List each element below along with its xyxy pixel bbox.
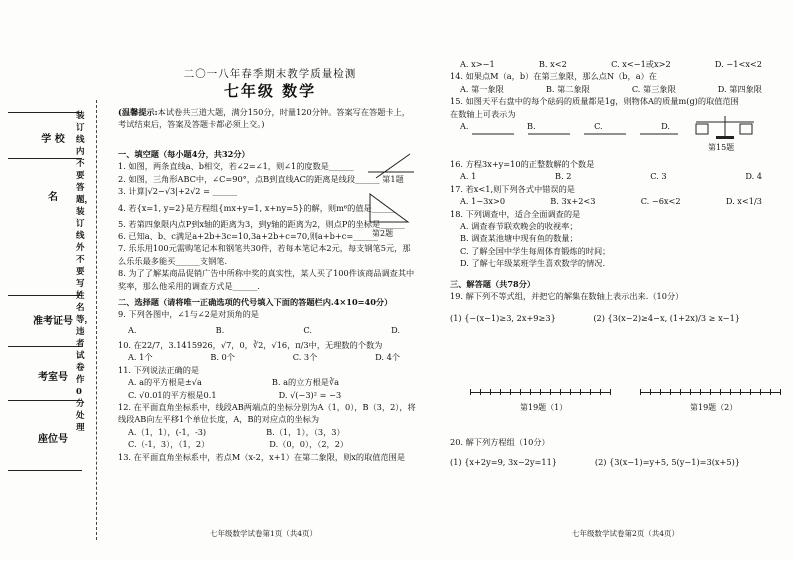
option-b: B.	[526, 121, 536, 132]
question-19: 19. 解下列不等式组，并把它的解集在数轴上表示出来.（10分）	[450, 291, 684, 302]
option-a: A.（1，1），(-1，-3)	[128, 426, 207, 437]
question-2: 2. 如图，三角形ABC中，∠C=90°，点B到直线AC的距离是线段______ 第1题	[118, 173, 404, 184]
question-14-options	[450, 83, 780, 95]
question-18-option-d: D. 了解七年级某班学生喜欢数学的情况.	[460, 258, 606, 269]
number-line-tick	[530, 389, 531, 395]
tip-text: 本试卷共三道大题，满分150分，时量120分钟。答案写在答题卡上，考试结束后，答案及答题卡都必须上交。)	[118, 107, 410, 129]
right-column	[450, 58, 780, 333]
option-c: C.	[594, 121, 603, 132]
option-c: C. −6x<2	[640, 196, 681, 207]
option-a: A. 第一象限	[460, 83, 504, 94]
option-d: D. √(−3)² = −3	[278, 389, 342, 400]
number-line-tick	[610, 389, 611, 395]
question-8: 8. 为了了解某商品促销广告中所称中奖的真实性，某人买了100件该商品调查其中奖率，那么他采用的调查方式是______.	[118, 268, 415, 291]
question-10-options	[118, 351, 418, 363]
number-line-tick	[560, 389, 561, 395]
option-b: B. a的立方根是∛a	[271, 377, 340, 388]
number-line-tick	[550, 389, 551, 395]
option-a: A. 1个	[128, 352, 153, 363]
option-b: B.	[215, 324, 225, 335]
option-c: C.（-1，3），（1，2）	[128, 439, 210, 450]
question-7: 7. 乐乐用100元需购笔记本和钢笔共30件，若每本笔记本2元，每支钢笔5元，那么乐乐最多能买______支钢笔.	[118, 243, 411, 266]
divider	[8, 400, 82, 401]
question-11: 11. 下列说法正确的是	[118, 364, 200, 375]
page-1-footer: 七年级数学试卷第1页（共4页）	[210, 529, 318, 538]
option-d: D. −1<x<2	[714, 59, 762, 69]
figure-1-lines	[366, 150, 416, 180]
number-line-tick	[730, 389, 731, 395]
option-d: D.（0，0），（2，2）	[269, 439, 349, 450]
number-line-tick	[470, 389, 471, 395]
section-choice: 二、选择题（请将唯一正确选项的代号填入下面的答题栏内.4×10=40分）	[118, 297, 393, 308]
option-a: A. a的平方根是±√a	[128, 377, 202, 388]
question-20-part-2: (2) {3(x−1)=y+5, 5(y−1)=3(x+5)}	[594, 457, 740, 468]
question-20-block	[450, 436, 780, 476]
option-d: D. 第四象限	[717, 83, 762, 94]
divider	[8, 470, 82, 471]
option-b: B. 0个	[210, 352, 235, 363]
question-16-options	[450, 170, 780, 182]
number-line-tick	[720, 389, 721, 395]
option-b: B. 第二象限	[545, 83, 590, 94]
number-line-tick	[600, 389, 601, 395]
option-d: D.	[661, 121, 670, 132]
option-a: A. x>−1	[460, 59, 495, 69]
question-19-part-2: (2) {3(x−2)≥4−x, (1+2x)/3 ≥ x−1}	[593, 312, 740, 323]
tip-label: (温馨提示:	[118, 107, 158, 117]
question-13-options	[450, 58, 780, 70]
question-12: 12. 在平面直角坐标系中，线段AB两端点的坐标分别为A（1，0），B（3，2），将线段AB向左平移1个单位长度，A，B的对应点的坐标为	[118, 401, 416, 425]
number-line-tick	[500, 389, 501, 395]
exam-title: 二〇一八年春季期末教学质量检测	[183, 68, 357, 80]
number-line-19-2	[640, 380, 780, 393]
number-line-tick	[740, 389, 741, 395]
question-3: 3. 计算|√2−√3|+2√2 = ______	[118, 186, 238, 197]
question-18-option-a: A. 调查春节联欢晚会的收视率；	[460, 221, 578, 232]
number-line-tick	[750, 389, 751, 395]
question-19-parts	[450, 303, 780, 333]
number-line-tick	[570, 389, 571, 395]
number-line-tick	[580, 389, 581, 395]
divider	[8, 158, 82, 159]
q15-number-lines	[470, 122, 680, 144]
question-18-option-c: C. 了解全国中学生每周体育锻炼的时间；	[460, 245, 611, 256]
school-label: 学 校	[41, 134, 65, 145]
divider	[8, 112, 82, 113]
divider	[8, 295, 82, 296]
question-12-options-cd	[118, 438, 418, 450]
question-12-options-ab	[118, 426, 418, 438]
question-19-part-1: (1) {−(x−1)≥3, 2x+9≥3}	[450, 312, 556, 323]
tip-box	[118, 106, 418, 130]
divider	[8, 346, 82, 347]
question-15: 15. 如图天平右盘中的每个砝码的质量都是1g，则物体A的质量m(g)的取值范围在数轴上可表示为	[450, 96, 739, 119]
figure-2-caption: 第2题	[372, 229, 394, 238]
question-11-options-cd	[118, 389, 418, 401]
question-9: 9. 下列各图中，∠1与∠2是对顶角的是	[118, 309, 259, 320]
number-line-tick	[650, 389, 651, 395]
question-5: 5. 若第四象限内点P到x轴的距离为3，到y轴的距离为2，则点P的坐标是______	[118, 218, 405, 229]
question-17-options	[450, 195, 780, 207]
figure-19-2-caption: 第19题（2）	[690, 403, 738, 412]
exam-subject: 七年级 数学	[223, 82, 317, 100]
option-a: A. 1	[460, 171, 477, 182]
option-c: C.	[303, 324, 312, 335]
question-4: 4. 若{x=1, y=2}是方程组{mx+y=1, x+ny=5}的解，则m⁶的值是______	[118, 202, 397, 213]
question-18: 18. 下列调查中，适合全面调查的是	[450, 208, 581, 219]
option-c: C. 3	[650, 171, 667, 182]
number-line-tick	[760, 389, 761, 395]
option-a: A.	[460, 121, 469, 132]
binding-strip	[0, 0, 100, 561]
figure-15-caption: 第15题	[708, 143, 735, 152]
option-d: D. 4	[745, 171, 762, 182]
binding-line	[96, 100, 97, 540]
question-9-options	[118, 321, 418, 339]
number-line-tick	[640, 389, 641, 395]
section-solve: 三、解答题（共78分）	[450, 278, 536, 289]
number-line-tick	[770, 389, 771, 395]
number-line-tick	[480, 389, 481, 395]
number-line-tick	[660, 389, 661, 395]
number-line-tick	[700, 389, 701, 395]
binding-warning: 装订线内不要答题，装订线外不要写姓名等，违者试卷作0分处理	[76, 111, 94, 433]
number-line-tick	[490, 389, 491, 395]
option-c: C. 第三象限	[631, 83, 676, 94]
number-line-tick	[710, 389, 711, 395]
number-line-tick	[520, 389, 521, 395]
question-10: 10. 在22/7，3.1415926，√7，0，∛2，√16，π/3中，无理数的个数为	[118, 339, 383, 350]
option-c: C. x<−1或x>2	[611, 59, 671, 69]
question-6: 6. 已知a、b、c满足a+2b+3c=10,3a+2b+c=70,则a+b+c=______	[118, 231, 378, 242]
option-b: B. 2	[555, 171, 572, 182]
question-20-part-1: (1) {x+2y=9, 3x−2y=11}	[450, 457, 558, 468]
question-16: 16. 方程3x+y=10的正整数解的个数是	[450, 159, 595, 170]
section-fill-blank: 一、填空题（每小题4分，共32分）	[118, 149, 250, 159]
number-line-tick	[780, 389, 781, 395]
number-line-tick	[510, 389, 511, 395]
option-b: B. 3x+2<3	[550, 196, 596, 207]
exam-id-label: 准考证号	[33, 316, 73, 327]
question-11-options-ab	[118, 376, 418, 388]
question-20: 20. 解下列方程组（10分）	[450, 437, 550, 447]
option-d: D. 4个	[375, 352, 400, 363]
figure-15-balance	[690, 112, 760, 140]
option-b: B.（1，1），（3，3）	[266, 426, 345, 437]
question-17: 17. 若x<1,则下列各式中错误的是	[450, 183, 575, 194]
question-18-option-b: B. 调查某池塘中现有鱼的数量；	[460, 233, 578, 244]
number-line-19-1	[470, 380, 610, 393]
number-line-tick	[690, 389, 691, 395]
figure-19-1-caption: 第19题（1）	[520, 403, 568, 412]
figure-2-triangle	[362, 190, 412, 228]
number-line-tick	[540, 389, 541, 395]
option-d: D. x<1/3	[725, 196, 762, 207]
option-d: D.	[391, 324, 400, 335]
number-line-tick	[670, 389, 671, 395]
option-a: A. 1−3x>0	[460, 196, 506, 207]
option-b: B. x<2	[538, 59, 567, 69]
question-1: 1. 如图，两条直线a、b相交，若∠2=∠1，则∠1的度数是______	[118, 161, 354, 172]
question-20-parts	[450, 448, 780, 476]
question-13: 13. 在平面直角坐标系中，若点M（x-2，x+1）在第二象限，则x的取值范围是	[118, 451, 406, 462]
option-a: A.	[128, 324, 137, 335]
question-14: 14. 如果点M（a，b）在第三象限，那么点N（b，a）在	[450, 71, 657, 82]
room-label: 考室号	[38, 372, 68, 383]
page-2-footer: 七年级数学试卷第2页（共4页）	[572, 529, 680, 538]
name-label: 名	[48, 192, 58, 203]
number-line-tick	[590, 389, 591, 395]
number-line-tick	[680, 389, 681, 395]
option-c: C. 3个	[292, 352, 318, 363]
option-c: C. √0.01的平方根是0.1	[128, 389, 217, 400]
seat-label: 座位号	[38, 434, 68, 445]
